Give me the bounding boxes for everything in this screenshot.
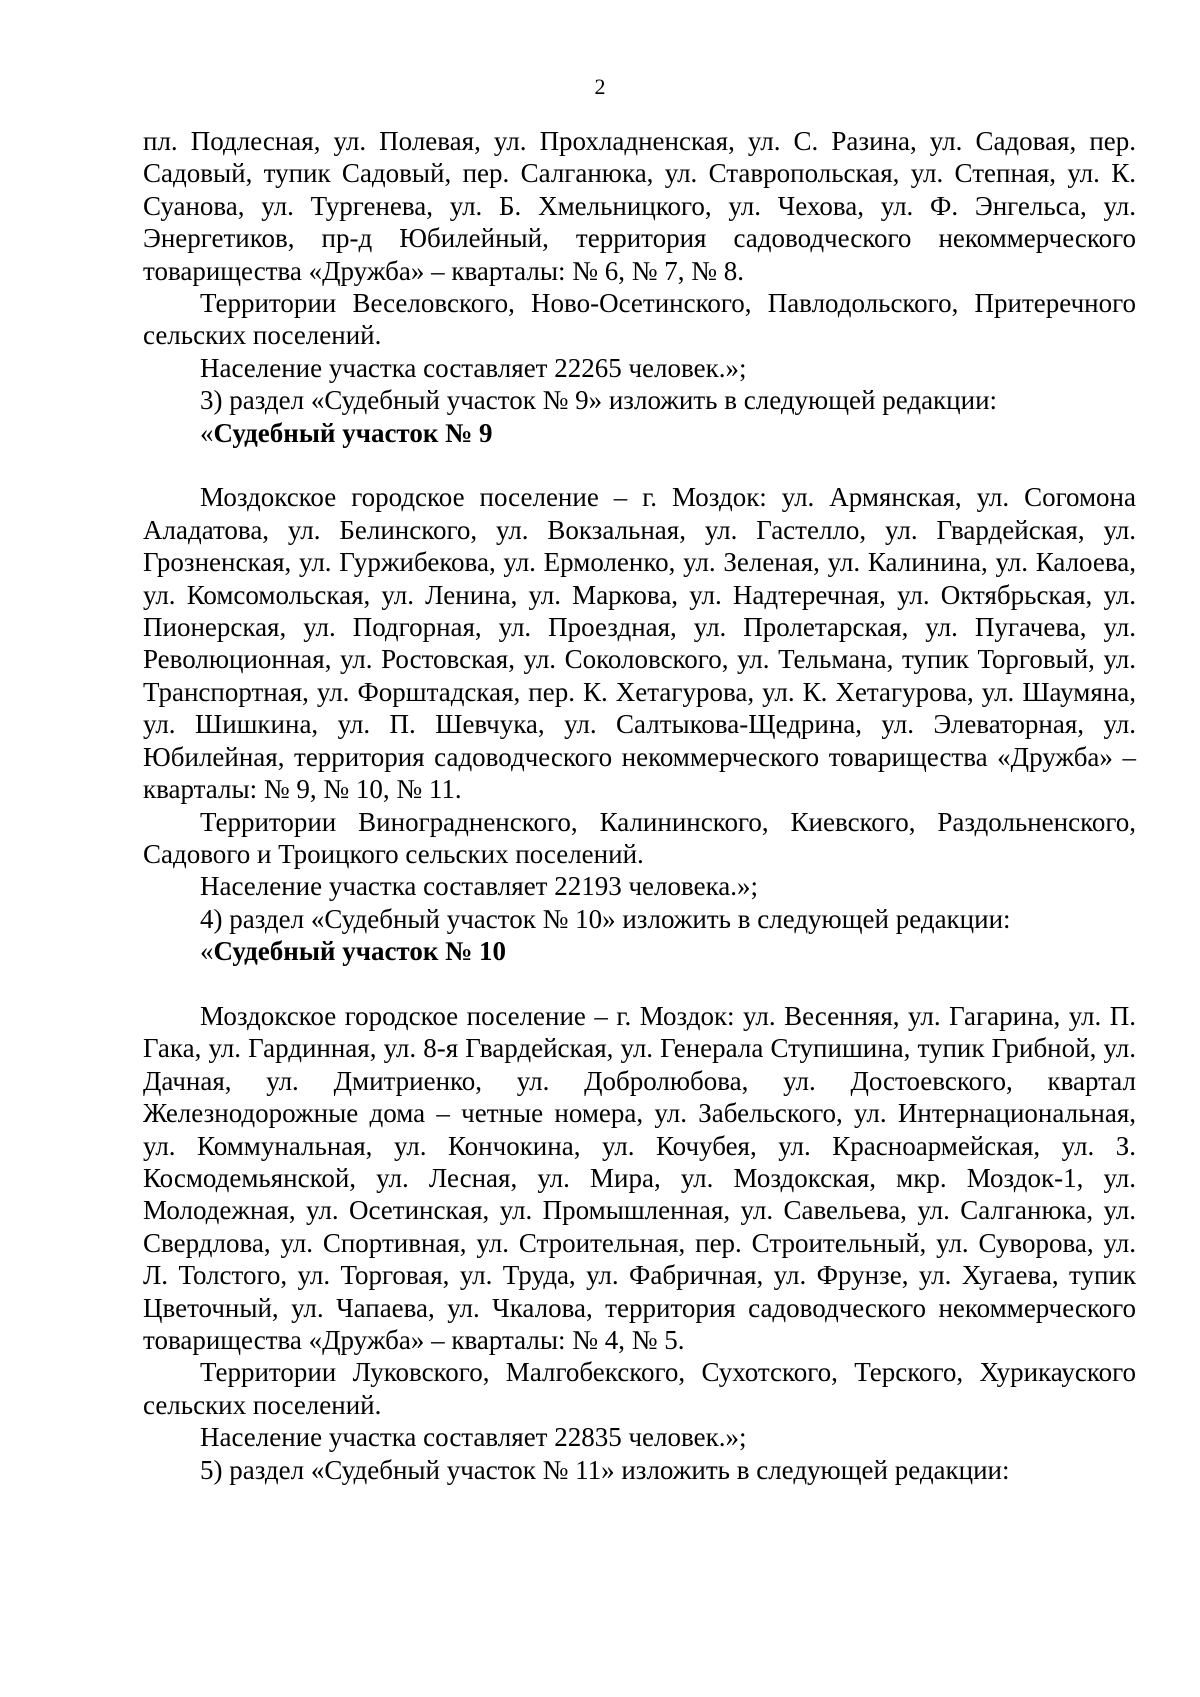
amendment-5: 5) раздел «Судебный участок № 11» изложить в следующей редакции: [200,1454,1010,1485]
section9-heading-quote: « [200,417,214,448]
document-body [143,125,1136,1486]
section10-heading-quote: « [200,936,214,967]
page-number: 2 [594,74,606,99]
blank-line [143,449,1136,481]
amendment-3: 3) раздел «Судебный участок № 9» изложить в следующей редакции: [200,385,998,416]
section9-heading [143,417,1136,449]
section8-population: Население участка составляет 22265 человек.»; [200,352,747,383]
section10-population: Население участка составляет 22835 человек.»; [200,1422,747,1453]
section10-heading-text: Судебный участок № 10 [213,936,507,967]
section10-territories: Территории Луковского, Малгобекского, Сухотского, Терского, Хурикауского сельских поселений. [143,1357,1136,1420]
section9-streets: Моздокское городское поселение – г. Моздок: ул. Армянская, ул. Согомона Аладатова, ул. Белинского, ул. Вокзальная, ул. Гастелло, ул. Гвардейская, ул. Грозненская, ул. Гуржибекова, ул. Ермоленко, ул. Зеленая, ул. Калинина, ул. Калоева, ул. Комсомольская, ул. Ленина, ул. Маркова, ул. Надтеречная, ул. Октябрьская, ул. Пионерская, ул. Подгорная, ул. Проездная, ул. Пролетарская, ул. Пугачева, ул. Революционная, ул. Ростовская, ул. Соколовского, ул. Тельмана, тупик Торговый, ул. Транспортная, ул. Форштадская, пер. К. Хетагурова, ул. К. Хетагурова, ул. Шаумяна, ул. Шишкина, ул. П. Шевчука, ул. Салтыкова-Щедрина, ул. Элеваторная, ул. Юбилейная, территория садоводческого некоммерческого товарищества «Дружба» – кварталы: № 9, № 10, № 11. [143,482,1136,805]
section10-streets: Моздокское городское поселение – г. Моздок: ул. Весенняя, ул. Гагарина, ул. П. Гака, ул. Гардинная, ул. 8-я Гвардейская, ул. Генерала Ступишина, тупик Грибной, ул. Дачная, ул. Дмитриенко, ул. Добролюбова, ул. Достоевского, квартал Железнодорожные дома – четные номера, ул. Забельского, ул. Интернациональная, ул. Коммунальная, ул. Кончокина, ул. Кочубея, ул. Красноармейская, ул. З. Космодемьянской, ул. Лесная, ул. Мира, ул. Моздокская, мкр. Моздок-1, ул. Молодежная, ул. Осетинская, ул. Промышленная, ул. Савельева, ул. Салганюка, ул. Свердлова, ул. Спортивная, ул. Строительная, пер. Строительный, ул. Суворова, ул. Л. Толстого, ул. Торговая, ул. Труда, ул. Фабричная, ул. Фрунзе, ул. Хугаева, тупик Цветочный, ул. Чапаева, ул. Чкалова, территория садоводческого некоммерческого товарищества «Дружба» – кварталы: № 4, № 5. [143,1000,1136,1355]
section9-population: Население участка составляет 22193 человека.»; [200,871,759,902]
section9-territories: Территории Виноградненского, Калининского, Киевского, Раздольненского, Садового и Троицкого сельских поселений. [143,806,1136,869]
section8-territories: Территории Веселовского, Ново-Осетинского, Павлодольского, Притеречного сельских поселений. [143,288,1136,351]
amendment-4: 4) раздел «Судебный участок № 10» изложить в следующей редакции: [200,903,1011,934]
section9-heading-text: Судебный участок № 9 [213,417,493,448]
blank-line [143,968,1136,1000]
section8-streets: пл. Подлесная, ул. Полевая, ул. Прохладненская, ул. С. Разина, ул. Садовая, пер. Садовый, тупик Садовый, пер. Салганюка, ул. Ставропольская, ул. Степная, ул. К. Суанова, ул. Тургенева, ул. Б. Хмельницкого, ул. Чехова, ул. Ф. Энгельса, ул. Энергетиков, пр-д Юбилейный, территория садоводческого некоммерческого товарищества «Дружба» – кварталы: № 6, № 7, № 8. [143,126,1136,286]
section10-heading [143,935,1136,967]
